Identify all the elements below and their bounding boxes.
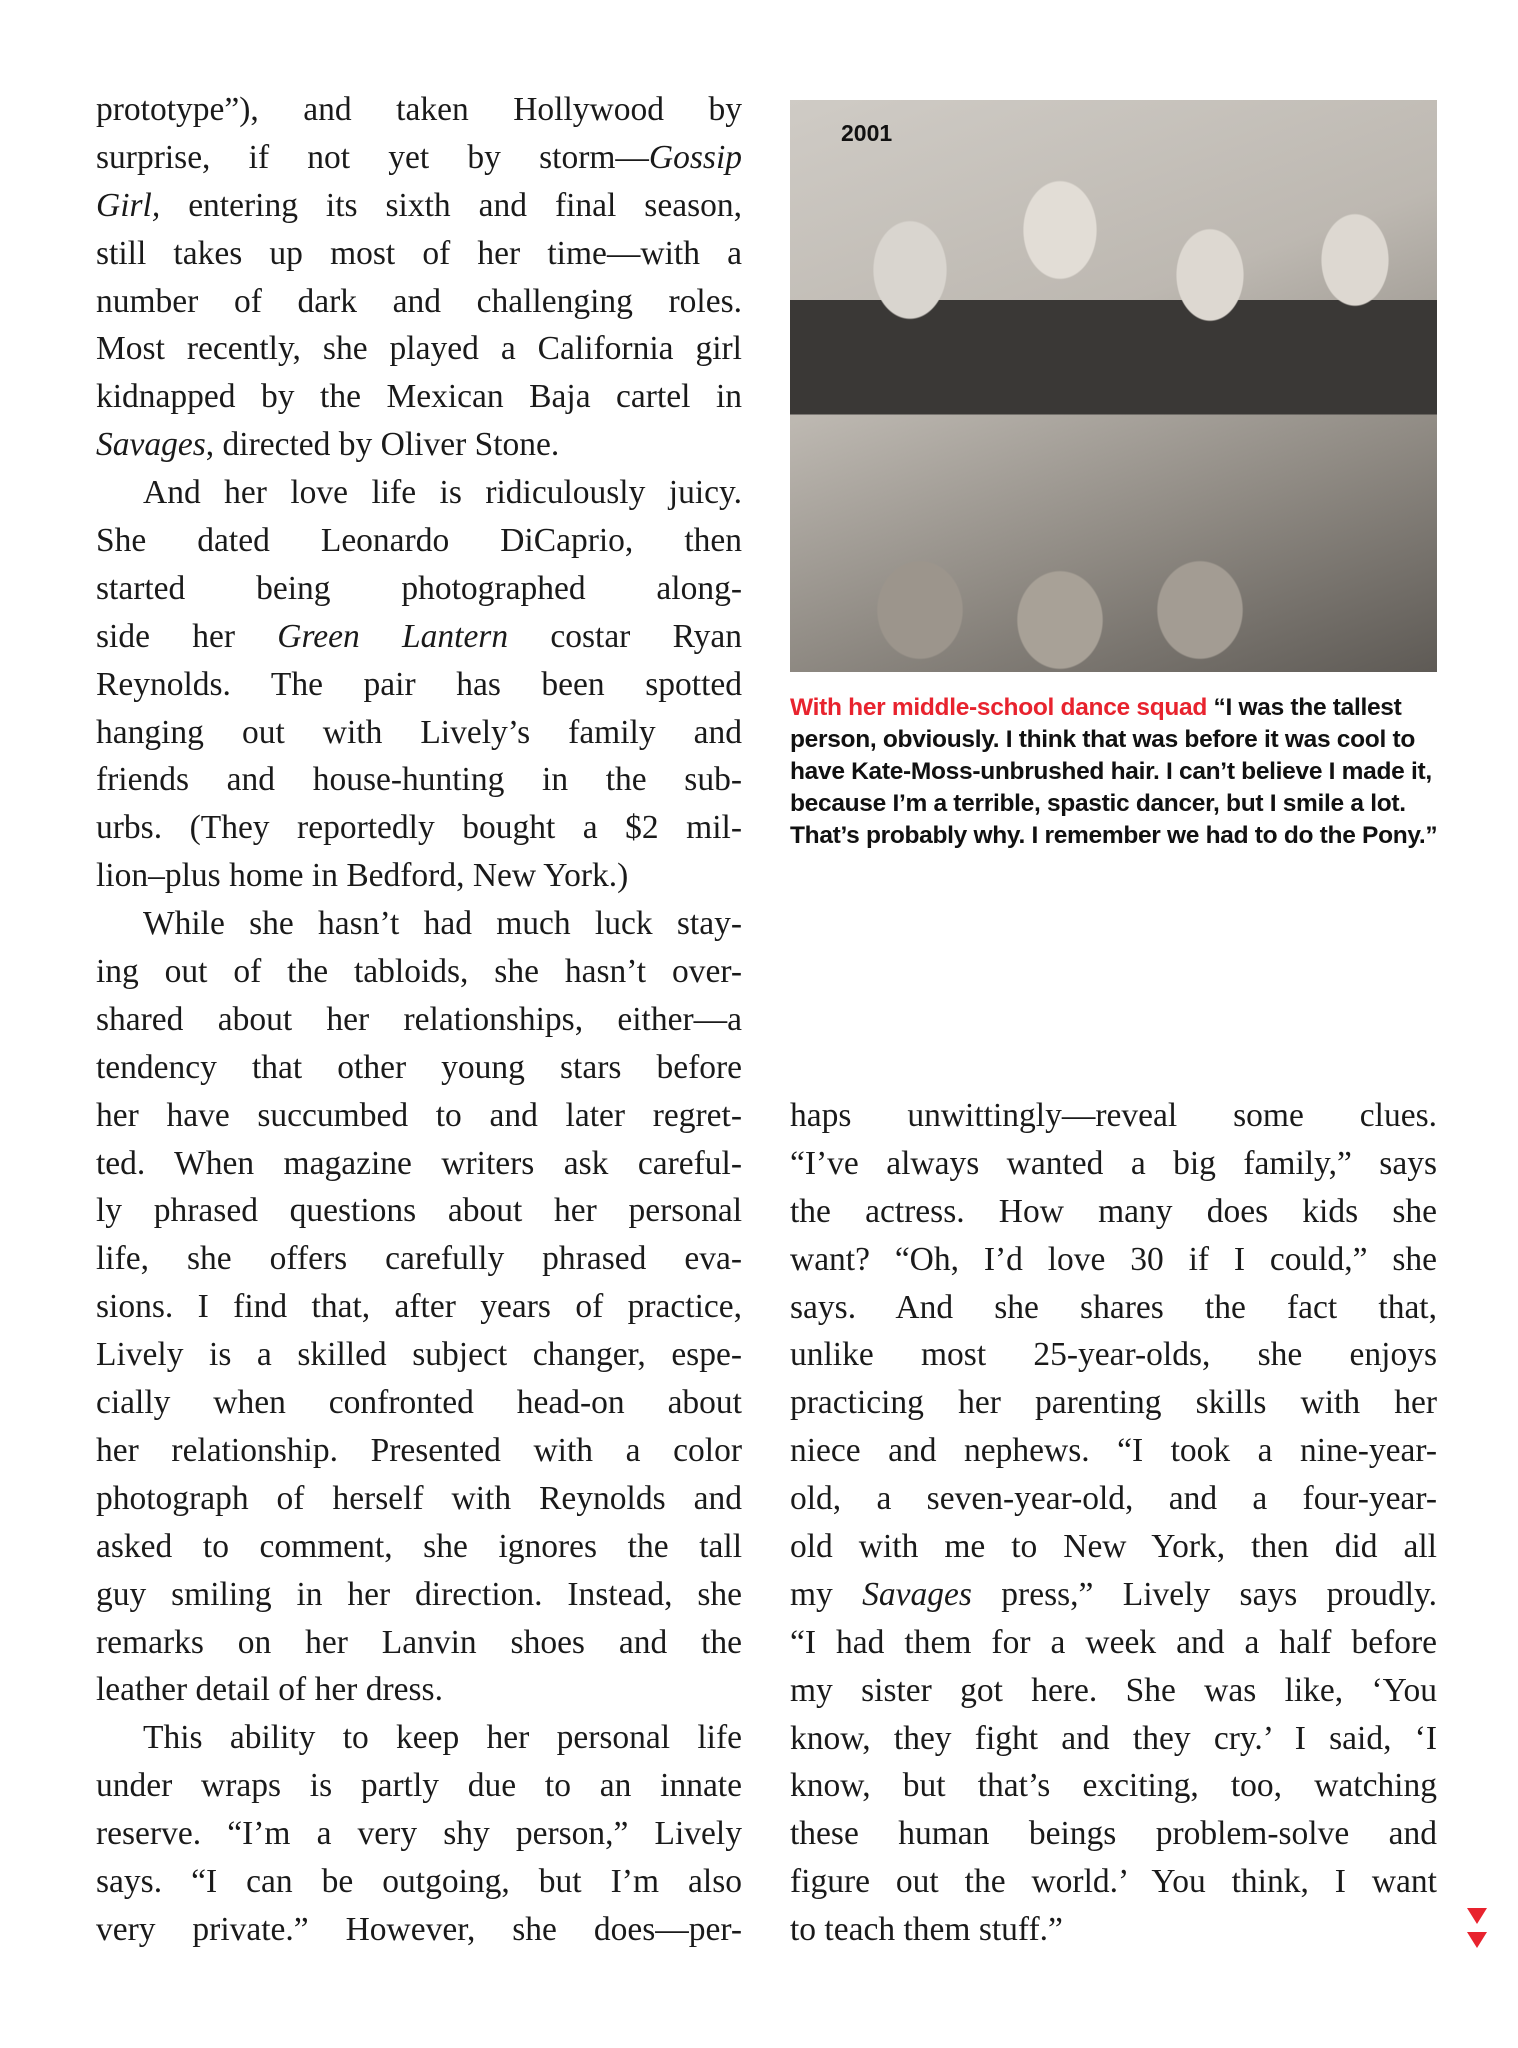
text-line [96, 1858, 742, 1906]
text-line [96, 1092, 742, 1140]
text-segment: sions. I find that, after years of practice, [96, 1288, 742, 1326]
text-segment: niece and nephews. “I took a nine-year- [790, 1432, 1437, 1470]
text-segment: costar Ryan [508, 617, 742, 655]
text-segment: Reynolds. The pair has been spotted [96, 665, 742, 703]
text-segment: the actress. How many does kids she [790, 1192, 1437, 1230]
text-segment: number of dark and challenging roles. [96, 282, 742, 320]
text-segment: leather detail of her dress. [96, 1671, 443, 1709]
text-line [790, 1762, 1437, 1810]
text-segment: lion–plus home in Bedford, New York.) [96, 857, 629, 895]
text-segment: “I had them for a week and a half before [790, 1623, 1437, 1661]
text-line [790, 1667, 1437, 1715]
text-line [790, 1331, 1437, 1379]
text-segment: unlike most 25-year-olds, she enjoys [790, 1336, 1437, 1374]
italic-title: Green Lantern [277, 617, 509, 655]
text-line [790, 1092, 1437, 1140]
article-column-right [790, 1092, 1437, 1954]
text-segment: these human beings problem-solve and [790, 1815, 1437, 1853]
text-line [96, 1666, 742, 1714]
dance-squad-photo [790, 100, 1437, 672]
text-line [790, 1427, 1437, 1475]
text-segment: friends and house-hunting in the sub- [96, 761, 742, 799]
text-line [96, 373, 742, 421]
text-line [790, 1619, 1437, 1667]
text-segment: press,” Lively says proudly. [971, 1575, 1437, 1613]
italic-title: Girl, [96, 186, 161, 224]
italic-title: Savages [96, 426, 206, 464]
text-segment: tendency that other young stars before [96, 1048, 742, 1086]
text-segment: hanging out with Lively’s family and [96, 713, 742, 751]
text-line [96, 1044, 742, 1092]
text-line [96, 86, 742, 134]
text-line [96, 1235, 742, 1283]
text-line [96, 1331, 742, 1379]
italic-title: Savages [862, 1575, 972, 1613]
text-segment: says. And she shares the fact that, [790, 1288, 1437, 1326]
text-line [96, 421, 742, 469]
text-line [790, 1284, 1437, 1332]
text-segment: asked to comment, she ignores the tall [96, 1527, 742, 1565]
text-segment: very private.” However, she does—per- [96, 1910, 742, 1948]
text-segment: old, a seven-year-old, and a four-year- [790, 1480, 1437, 1518]
text-segment: her relationship. Presented with a color [96, 1431, 742, 1469]
text-segment: started being photographed along- [96, 569, 742, 607]
text-segment: under wraps is partly due to an innate [96, 1767, 742, 1805]
text-line [96, 565, 742, 613]
caption-quote: “I was the tallest person, obviously. I think that was before it was cool to have Kate-Moss-unbrushed hair. I can’t believe I made it, because I’m a terrible, spastic dancer, but I smile a lot. That’s probably why. I remember we had to do the Pony.” [790, 694, 1438, 849]
text-segment: old with me to New York, then did all [790, 1528, 1437, 1566]
text-line [790, 1715, 1437, 1763]
text-segment: remarks on her Lanvin shoes and the [96, 1623, 742, 1661]
text-line [96, 1379, 742, 1427]
down-triangle-icon [1467, 1908, 1487, 1924]
text-line [790, 1571, 1437, 1619]
text-line [790, 1475, 1437, 1523]
italic-title: Gossip [648, 138, 742, 176]
text-line [790, 1810, 1437, 1858]
text-segment: haps unwittingly—reveal some clues. [790, 1097, 1437, 1134]
text-segment: my [790, 1575, 863, 1613]
text-segment: ly phrased questions about her personal [96, 1192, 742, 1230]
text-line [790, 1379, 1437, 1427]
text-segment: , directed by Oliver Stone. [205, 426, 560, 464]
text-line [790, 1906, 1437, 1954]
text-segment: want? “Oh, I’d love 30 if I could,” she [790, 1240, 1437, 1278]
caption-lead: With her middle-school dance squad [790, 694, 1208, 721]
text-segment: And her love life is ridiculously juicy. [143, 474, 742, 512]
text-line [96, 852, 742, 900]
text-segment: still takes up most of her time—with a [96, 234, 742, 272]
text-line [96, 1187, 742, 1235]
text-segment: shared about her relationships, either—a [96, 1000, 742, 1038]
text-segment: side her [96, 617, 278, 655]
text-line [96, 230, 742, 278]
text-line [96, 661, 742, 709]
text-segment: She dated Leonardo DiCaprio, then [96, 522, 742, 560]
text-segment: “I’ve always wanted a big family,” says [790, 1144, 1437, 1182]
text-line [96, 325, 742, 373]
text-segment: prototype”), and taken Hollywood by [96, 91, 742, 128]
text-segment: to teach them stuff.” [790, 1911, 1063, 1949]
text-segment: entering its sixth and final season, [160, 186, 742, 224]
text-line [96, 517, 742, 565]
text-line [96, 1762, 742, 1810]
text-segment: ted. When magazine writers ask careful- [96, 1144, 742, 1182]
text-line [96, 1140, 742, 1188]
text-line [96, 1571, 742, 1619]
text-line [790, 1858, 1437, 1906]
text-segment: my sister got here. She was like, ‘You [790, 1671, 1437, 1709]
text-line [790, 1523, 1437, 1571]
text-segment: guy smiling in her direction. Instead, she [96, 1575, 742, 1613]
text-line [96, 756, 742, 804]
text-segment: know, they fight and they cry.’ I said, ‘I [790, 1719, 1437, 1757]
text-segment: practicing her parenting skills with her [790, 1384, 1437, 1422]
text-line [96, 469, 742, 517]
text-line [96, 1619, 742, 1667]
text-line [96, 613, 742, 661]
photo-caption [790, 692, 1440, 852]
text-line [96, 1283, 742, 1331]
text-line [96, 1810, 742, 1858]
text-segment: says. “I can be outgoing, but I’m also [96, 1862, 742, 1900]
text-segment: Lively is a skilled subject changer, espe- [96, 1336, 742, 1374]
text-line [96, 1906, 742, 1954]
text-segment: cially when confronted head-on about [96, 1384, 742, 1422]
text-line [96, 948, 742, 996]
text-segment: While she hasn’t had much luck stay- [143, 905, 742, 943]
text-line [96, 804, 742, 852]
text-segment: Most recently, she played a California girl [96, 330, 742, 368]
text-line [96, 1475, 742, 1523]
text-segment: kidnapped by the Mexican Baja cartel in [96, 378, 742, 416]
text-line [96, 134, 742, 182]
text-segment: urbs. (They reportedly bought a $2 mil- [96, 809, 742, 847]
text-line [96, 182, 742, 230]
text-line [790, 1188, 1437, 1236]
article-column-left [96, 86, 742, 1954]
text-segment: figure out the world.’ You think, I want [790, 1863, 1437, 1901]
text-line [790, 1236, 1437, 1284]
text-segment: surprise, if not yet by storm— [96, 138, 649, 176]
text-segment: photograph of herself with Reynolds and [96, 1479, 742, 1517]
text-line [96, 709, 742, 757]
down-triangle-icon [1467, 1932, 1487, 1948]
text-line [790, 1140, 1437, 1188]
text-line [96, 1523, 742, 1571]
text-segment: reserve. “I’m a very shy person,” Lively [96, 1815, 742, 1853]
text-line [96, 278, 742, 326]
text-line [96, 1427, 742, 1475]
text-segment: life, she offers carefully phrased eva- [96, 1240, 742, 1278]
text-line [96, 900, 742, 948]
text-segment: ing out of the tabloids, she hasn’t over- [96, 953, 742, 991]
text-segment: know, but that’s exciting, too, watching [790, 1767, 1437, 1805]
text-line [96, 1714, 742, 1762]
text-segment: her have succumbed to and later regret- [96, 1096, 742, 1134]
photo-year-label: 2001 [841, 120, 893, 146]
text-segment: This ability to keep her personal life [143, 1719, 742, 1757]
text-line [96, 996, 742, 1044]
